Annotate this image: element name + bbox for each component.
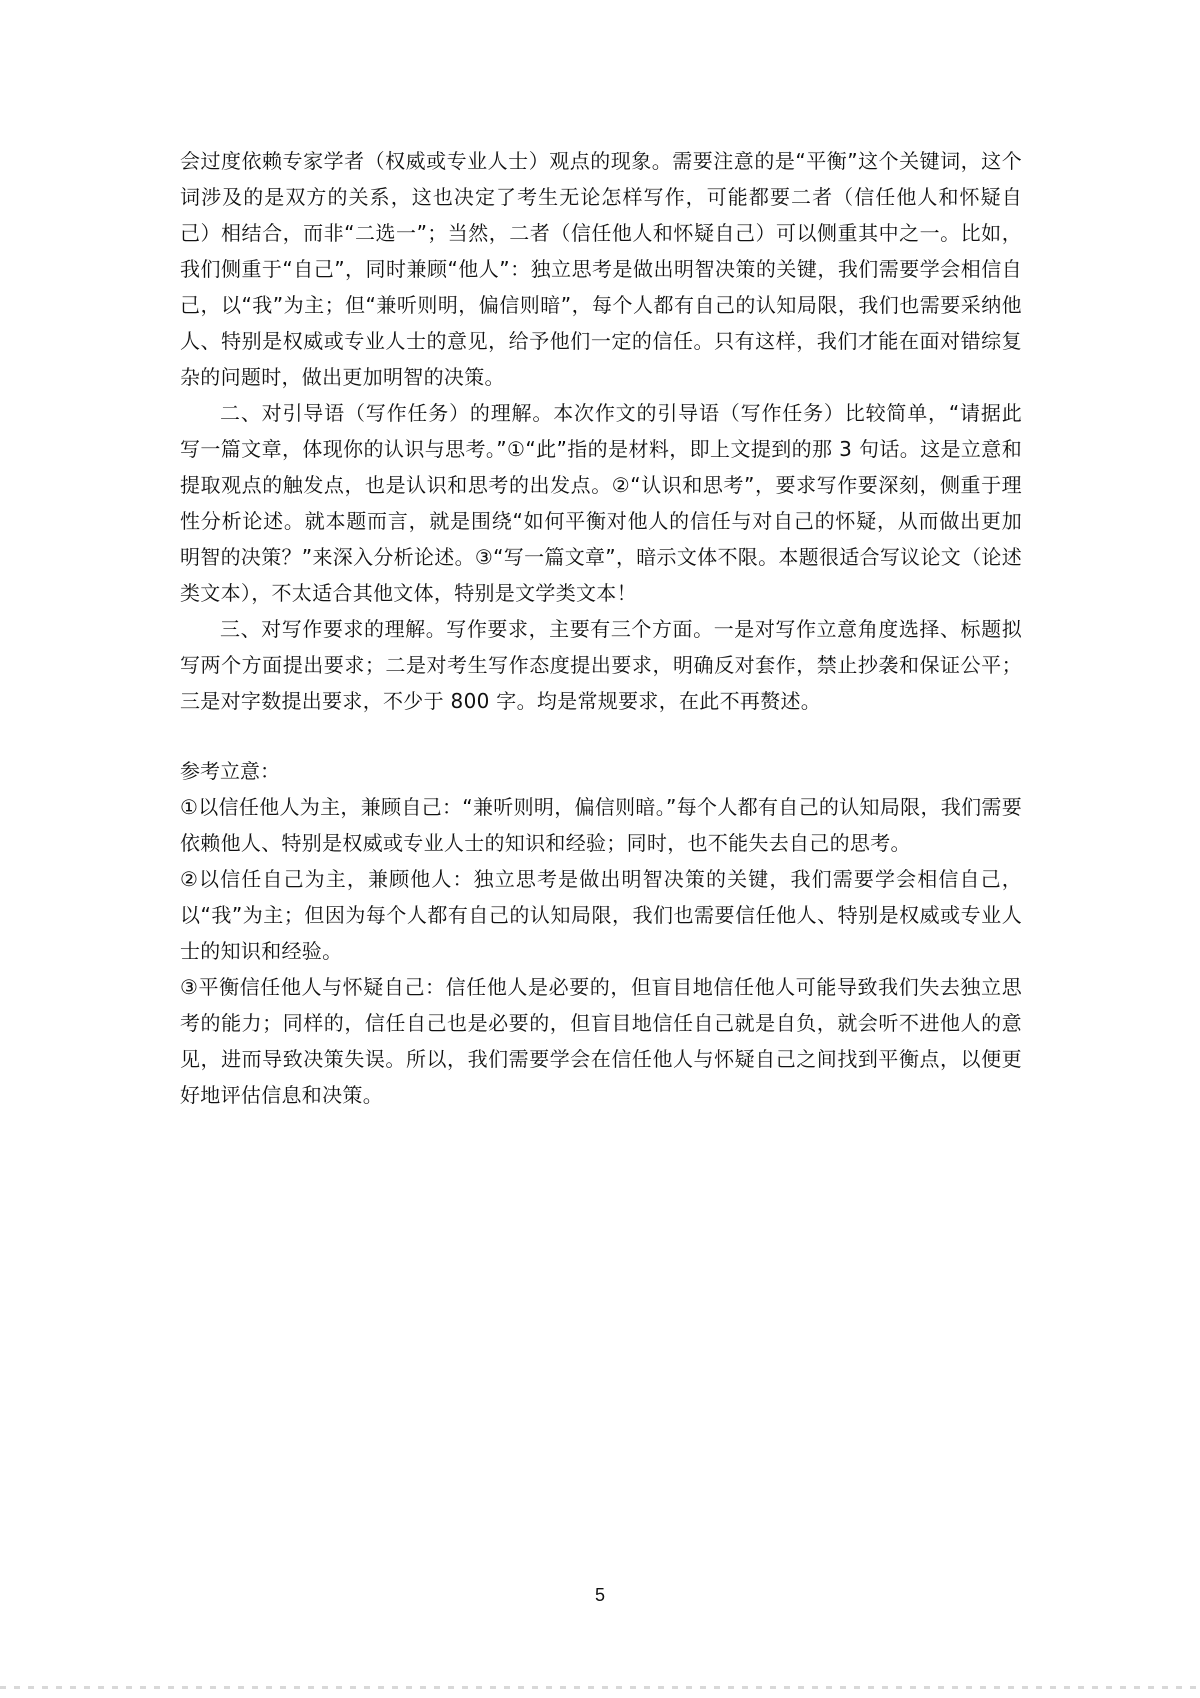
page-number: 5 [594,1585,605,1605]
reference-item-1: ①以信任他人为主，兼顾自己：“兼听则明，偏信则暗。”每个人都有自己的认知局限，我们需要依赖他人、特别是权威或专业人士的知识和经验；同时，也不能失去自己的思考。 [180,795,1022,855]
document-body [180,143,1022,1113]
section-spacer [180,719,1022,753]
body-paragraph-1: 会过度依赖专家学者（权威或专业人士）观点的现象。需要注意的是“平衡”这个关键词，这个词涉及的是双方的关系，这也决定了考生无论怎样写作，可能都要二者（信任他人和怀疑自己）相结合，而非“二选一”；当然，二者（信任他人和怀疑自己）可以侧重其中之一。比如，我们侧重于“自己”，同时兼顾“他人”：独立思考是做出明智决策的关键，我们需要学会相信自己，以“我”为主；但“兼听则明，偏信则暗”，每个人都有自己的认知局限，我们也需要采纳他人、特别是权威或专业人士的意见，给予他们一定的信任。只有这样，我们才能在面对错综复杂的问题时，做出更加明智的决策。 [180,149,1022,389]
body-paragraph-2: 二、对引导语（写作任务）的理解。本次作文的引导语（写作任务）比较简单，“请据此写一篇文章，体现你的认识与思考。”①“此”指的是材料，即上文提到的那 3 句话。这是立意和提取观点的触发点，也是认识和思考的出发点。②“认识和思考”，要求写作要深刻，侧重于理性分析论述。就本题而言，就是围绕“如何平衡对他人的信任与对自己的怀疑，从而做出更加明智的决策？”来深入分析论述。③“写一篇文章”，暗示文体不限。本题很适合写议论文（论述类文本），不太适合其他文体，特别是文学类文本！ [180,401,1022,605]
body-paragraph-3: 三、对写作要求的理解。写作要求，主要有三个方面。一是对写作立意角度选择、标题拟写两个方面提出要求；二是对考生写作态度提出要求，明确反对套作，禁止抄袭和保证公平；三是对字数提出要求，不少于 800 字。均是常规要求，在此不再赘述。 [180,617,1022,713]
scan-edge-artifact [0,1686,1200,1689]
reference-item-2: ②以信任自己为主，兼顾他人：独立思考是做出明智决策的关键，我们需要学会相信自己，以“我”为主；但因为每个人都有自己的认知局限，我们也需要信任他人、特别是权威或专业人士的知识和经验。 [180,867,1022,963]
reference-item-3: ③平衡信任他人与怀疑自己：信任他人是必要的，但盲目地信任他人可能导致我们失去独立思考的能力；同样的，信任自己也是必要的，但盲目地信任自己就是自负，就会听不进他人的意见，进而导致决策失误。所以，我们需要学会在信任他人与怀疑自己之间找到平衡点，以便更好地评估信息和决策。 [180,975,1022,1107]
reference-heading: 参考立意： [180,759,280,783]
